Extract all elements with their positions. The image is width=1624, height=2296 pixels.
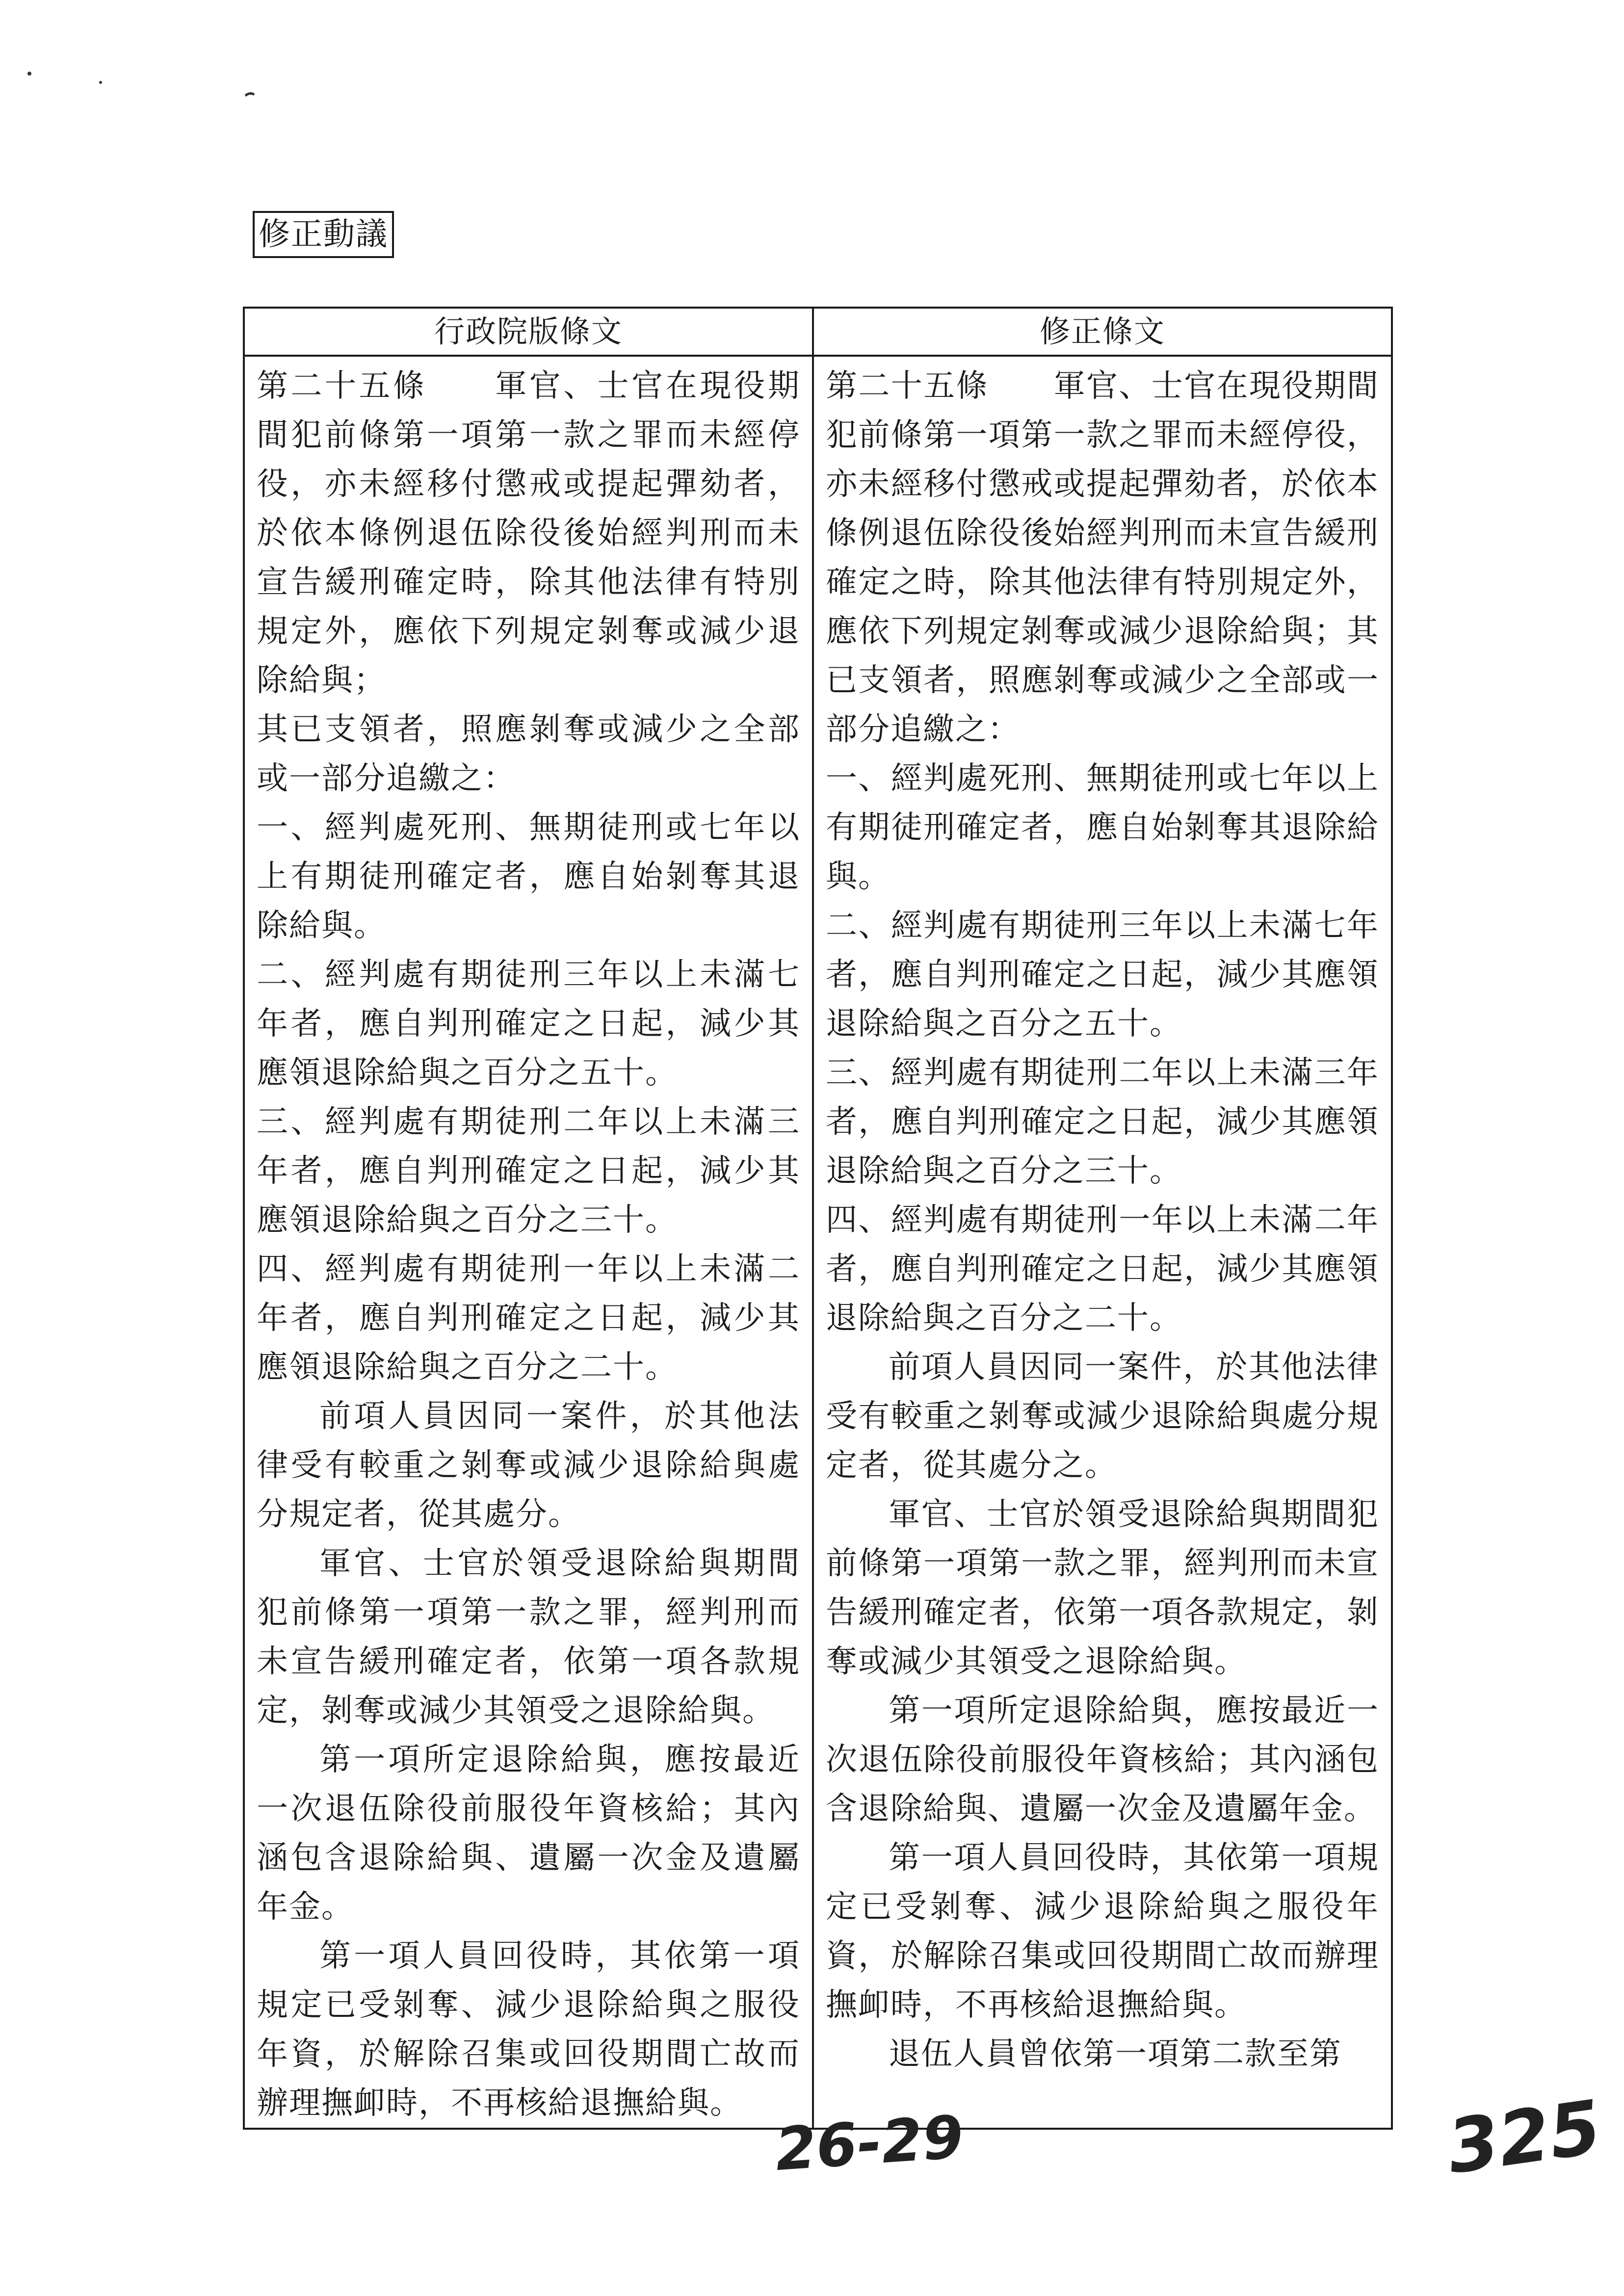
header-amended-version: 修正條文 [813, 308, 1392, 356]
executive-paragraph: 二、經判處有期徒刑三年以上未滿七年者，應自判刑確定之日起，減少其應領退除給與之百分之五十。 [257, 957, 800, 1091]
executive-paragraph: 第一項人員回役時，其依第一項規定已受剝奪、減少退除給與之服役年資，於解除召集或回役期間亡故而辦理撫卹時，不再核給退撫給與。 [257, 1938, 800, 2121]
executive-paragraph: 第二十五條 軍官、士官在現役期間犯前條第一項第一款之罪而未經停役，亦未經移付懲戒或提起彈劾者，於依本條例退伍除役後始經判刑而未宣告緩刑確定時，除其他法律有特別規定外，應依下列規定剝奪或減少退除給與； [257, 368, 800, 699]
executive-paragraph: 一、經判處死刑、無期徒刑或七年以上有期徒刑確定者，應自始剝奪其退除給與。 [257, 809, 800, 944]
amended-paragraph: 第一項人員回役時，其依第一項規定已受剝奪、減少退除給與之服役年資，於解除召集或回役期間亡故而辦理撫卹時，不再核給退撫給與。 [826, 1840, 1379, 2023]
executive-paragraph: 第一項所定退除給與，應按最近一次退伍除役前服役年資核給；其內涵包含退除給與、遺屬一次金及遺屬年金。 [257, 1742, 800, 1925]
executive-paragraph: 三、經判處有期徒刑二年以上未滿三年者，應自判刑確定之日起，減少其應領退除給與之百分之三十。 [257, 1104, 800, 1238]
executive-paragraph: 前項人員因同一案件，於其他法律受有較重之剝奪或減少退除給與處分規定者，從其處分。 [257, 1398, 800, 1533]
header-executive-version: 行政院版條文 [244, 308, 813, 356]
executive-version-cell [244, 356, 813, 2129]
executive-paragraph: 其已支領者，照應剝奪或減少之全部或一部分追繳之： [257, 711, 800, 797]
comparison-table [243, 307, 1393, 2130]
amended-paragraph: 一、經判處死刑、無期徒刑或七年以上有期徒刑確定者，應自始剝奪其退除給與。 [826, 760, 1379, 895]
scan-speck-marks [0, 0, 343, 147]
amended-paragraph: 三、經判處有期徒刑二年以上未滿三年者，應自判刑確定之日起，減少其應領退除給與之百分之三十。 [826, 1055, 1379, 1189]
handwritten-page-ref: 26-29 [773, 2103, 966, 2185]
amended-paragraph: 第二十五條 軍官、士官在現役期間犯前條第一項第一款之罪而未經停役，亦未經移付懲戒或提起彈劾者，於依本條例退伍除役後始經判刑而未宣告緩刑確定之時，除其他法律有特別規定外，應依下列規定剝奪或減少退除給與；其已支領者，照應剝奪或減少之全部或一部分追繳之： [826, 368, 1379, 748]
handwritten-page-number: 325 [1442, 2085, 1606, 2191]
motion-label: 修正動議 [253, 211, 394, 258]
executive-paragraph: 軍官、士官於領受退除給與期間犯前條第一項第一款之罪，經判刑而未宣告緩刑確定者，依第一項各款規定，剝奪或減少其領受之退除給與。 [257, 1545, 800, 1729]
amended-paragraph: 前項人員因同一案件，於其他法律受有較重之剝奪或減少退除給與處分規定者，從其處分之。 [826, 1349, 1379, 1484]
amended-paragraph: 軍官、士官於領受退除給與期間犯前條第一項第一款之罪，經判刑而未宣告緩刑確定者，依第一項各款規定，剝奪或減少其領受之退除給與。 [826, 1496, 1379, 1680]
amended-paragraph: 退伍人員曾依第一項第二款至第 [889, 2036, 1342, 2072]
amended-paragraph: 第一項所定退除給與，應按最近一次退伍除役前服役年資核給；其內涵包含退除給與、遺屬一次金及遺屬年金。 [826, 1693, 1379, 1827]
amended-paragraph: 二、經判處有期徒刑三年以上未滿七年者，應自判刑確定之日起，減少其應領退除給與之百分之五十。 [826, 908, 1379, 1042]
executive-paragraph: 四、經判處有期徒刑一年以上未滿二年者，應自判刑確定之日起，減少其應領退除給與之百分之二十。 [257, 1251, 800, 1385]
amended-paragraph: 四、經判處有期徒刑一年以上未滿二年者，應自判刑確定之日起，減少其應領退除給與之百分之二十。 [826, 1202, 1379, 1336]
amended-version-cell [813, 356, 1392, 2129]
